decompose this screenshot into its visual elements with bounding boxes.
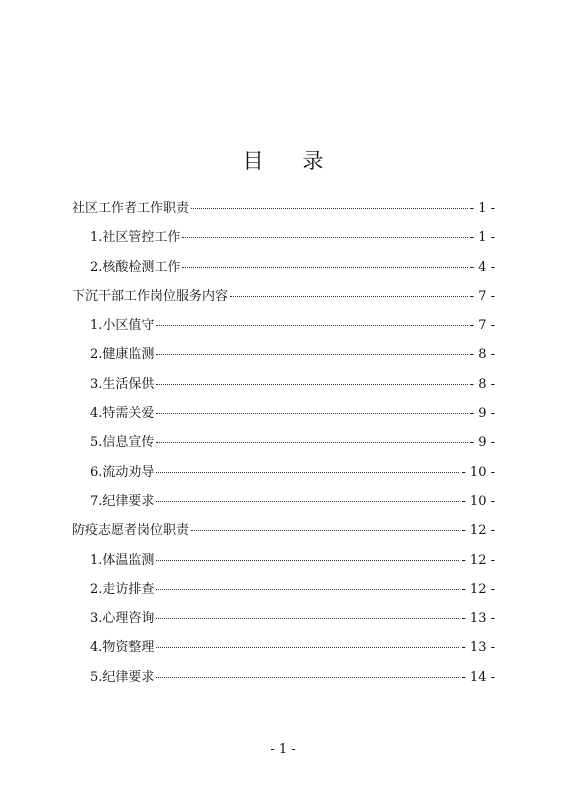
toc-entry-label: 6.流动劝导: [90, 464, 155, 480]
toc-entry-page: - 7 -: [469, 288, 495, 304]
toc-entry-label: 4.特需关爱: [90, 406, 155, 422]
toc-entry-page: - 8 -: [469, 376, 495, 392]
toc-subentry[interactable]: [72, 314, 495, 343]
toc-entry-label: 1.小区值守: [90, 318, 155, 334]
toc-entry-page: - 4 -: [469, 259, 495, 275]
toc-subentry[interactable]: [72, 431, 495, 460]
dot-leader: [156, 677, 459, 678]
toc-entry-page: - 7 -: [469, 318, 495, 334]
toc-entry-label: 5.信息宣传: [90, 435, 155, 451]
toc-entry-label: 下沉干部工作岗位服务内容: [72, 288, 229, 304]
toc-entry-label: 5.纪律要求: [90, 669, 155, 685]
toc-entry-label: 7.纪律要求: [90, 493, 155, 509]
toc-entry-page: - 1 -: [469, 201, 495, 216]
toc-subentry[interactable]: [72, 578, 495, 607]
dot-leader: [156, 472, 459, 473]
page-title: 目 录: [242, 149, 340, 173]
toc-entry[interactable]: [72, 519, 495, 548]
toc-entry-label: 2.核酸检测工作: [90, 259, 181, 275]
toc-subentry[interactable]: [72, 226, 495, 255]
toc-entry-page: - 9 -: [469, 435, 495, 451]
toc-entry-page: - 14 -: [461, 669, 495, 685]
toc-entry[interactable]: [72, 197, 495, 226]
toc-entry-label: 2.健康监测: [90, 347, 155, 363]
toc-entry-label: 2.走访排查: [90, 581, 155, 597]
toc-subentry[interactable]: [72, 666, 495, 695]
dot-leader: [156, 647, 459, 648]
dot-leader: [191, 208, 468, 209]
toc-entry-page: - 1 -: [469, 230, 495, 246]
dot-leader: [156, 442, 467, 443]
dot-leader: [182, 267, 467, 268]
dot-leader: [156, 560, 459, 561]
toc-entry-label: 3.生活保供: [90, 376, 155, 392]
toc-subentry[interactable]: [72, 549, 495, 578]
dot-leader: [156, 384, 467, 385]
dot-leader: [156, 589, 459, 590]
toc-subentry[interactable]: [72, 373, 495, 402]
toc-entry-page: - 12 -: [461, 581, 495, 597]
toc-entry-page: - 9 -: [469, 406, 495, 422]
toc-subentry[interactable]: [72, 256, 495, 285]
toc-subentry[interactable]: [72, 636, 495, 665]
toc-subentry[interactable]: [72, 343, 495, 372]
toc-entry-label: 防疫志愿者岗位职责: [72, 523, 190, 539]
toc-entry-label: 社区工作者工作职责: [72, 201, 190, 216]
toc-entry-label: 1.体温监测: [90, 552, 155, 568]
dot-leader: [230, 296, 468, 297]
toc-subentry[interactable]: [72, 490, 495, 519]
toc-entry-label: 1.社区管控工作: [90, 230, 181, 246]
dot-leader: [182, 237, 467, 238]
dot-leader: [156, 618, 459, 619]
dot-leader: [156, 501, 459, 502]
page-number: - 1 -: [270, 742, 296, 757]
dot-leader: [156, 354, 467, 355]
toc-entry-page: - 13 -: [461, 611, 495, 627]
table-of-contents: [72, 197, 495, 695]
dot-leader: [156, 413, 467, 414]
toc-entry-page: - 8 -: [469, 347, 495, 363]
toc-entry-page: - 12 -: [461, 523, 495, 539]
toc-entry-page: - 10 -: [461, 493, 495, 509]
toc-entry[interactable]: [72, 285, 495, 314]
toc-entry-label: 3.心理咨询: [90, 611, 155, 627]
dot-leader: [156, 325, 467, 326]
toc-entry-page: - 13 -: [461, 640, 495, 656]
toc-entry-page: - 12 -: [461, 552, 495, 568]
toc-subentry[interactable]: [72, 607, 495, 636]
toc-subentry[interactable]: [72, 461, 495, 490]
toc-subentry[interactable]: [72, 402, 495, 431]
toc-entry-page: - 10 -: [461, 464, 495, 480]
dot-leader: [191, 530, 459, 531]
toc-entry-label: 4.物资整理: [90, 640, 155, 656]
